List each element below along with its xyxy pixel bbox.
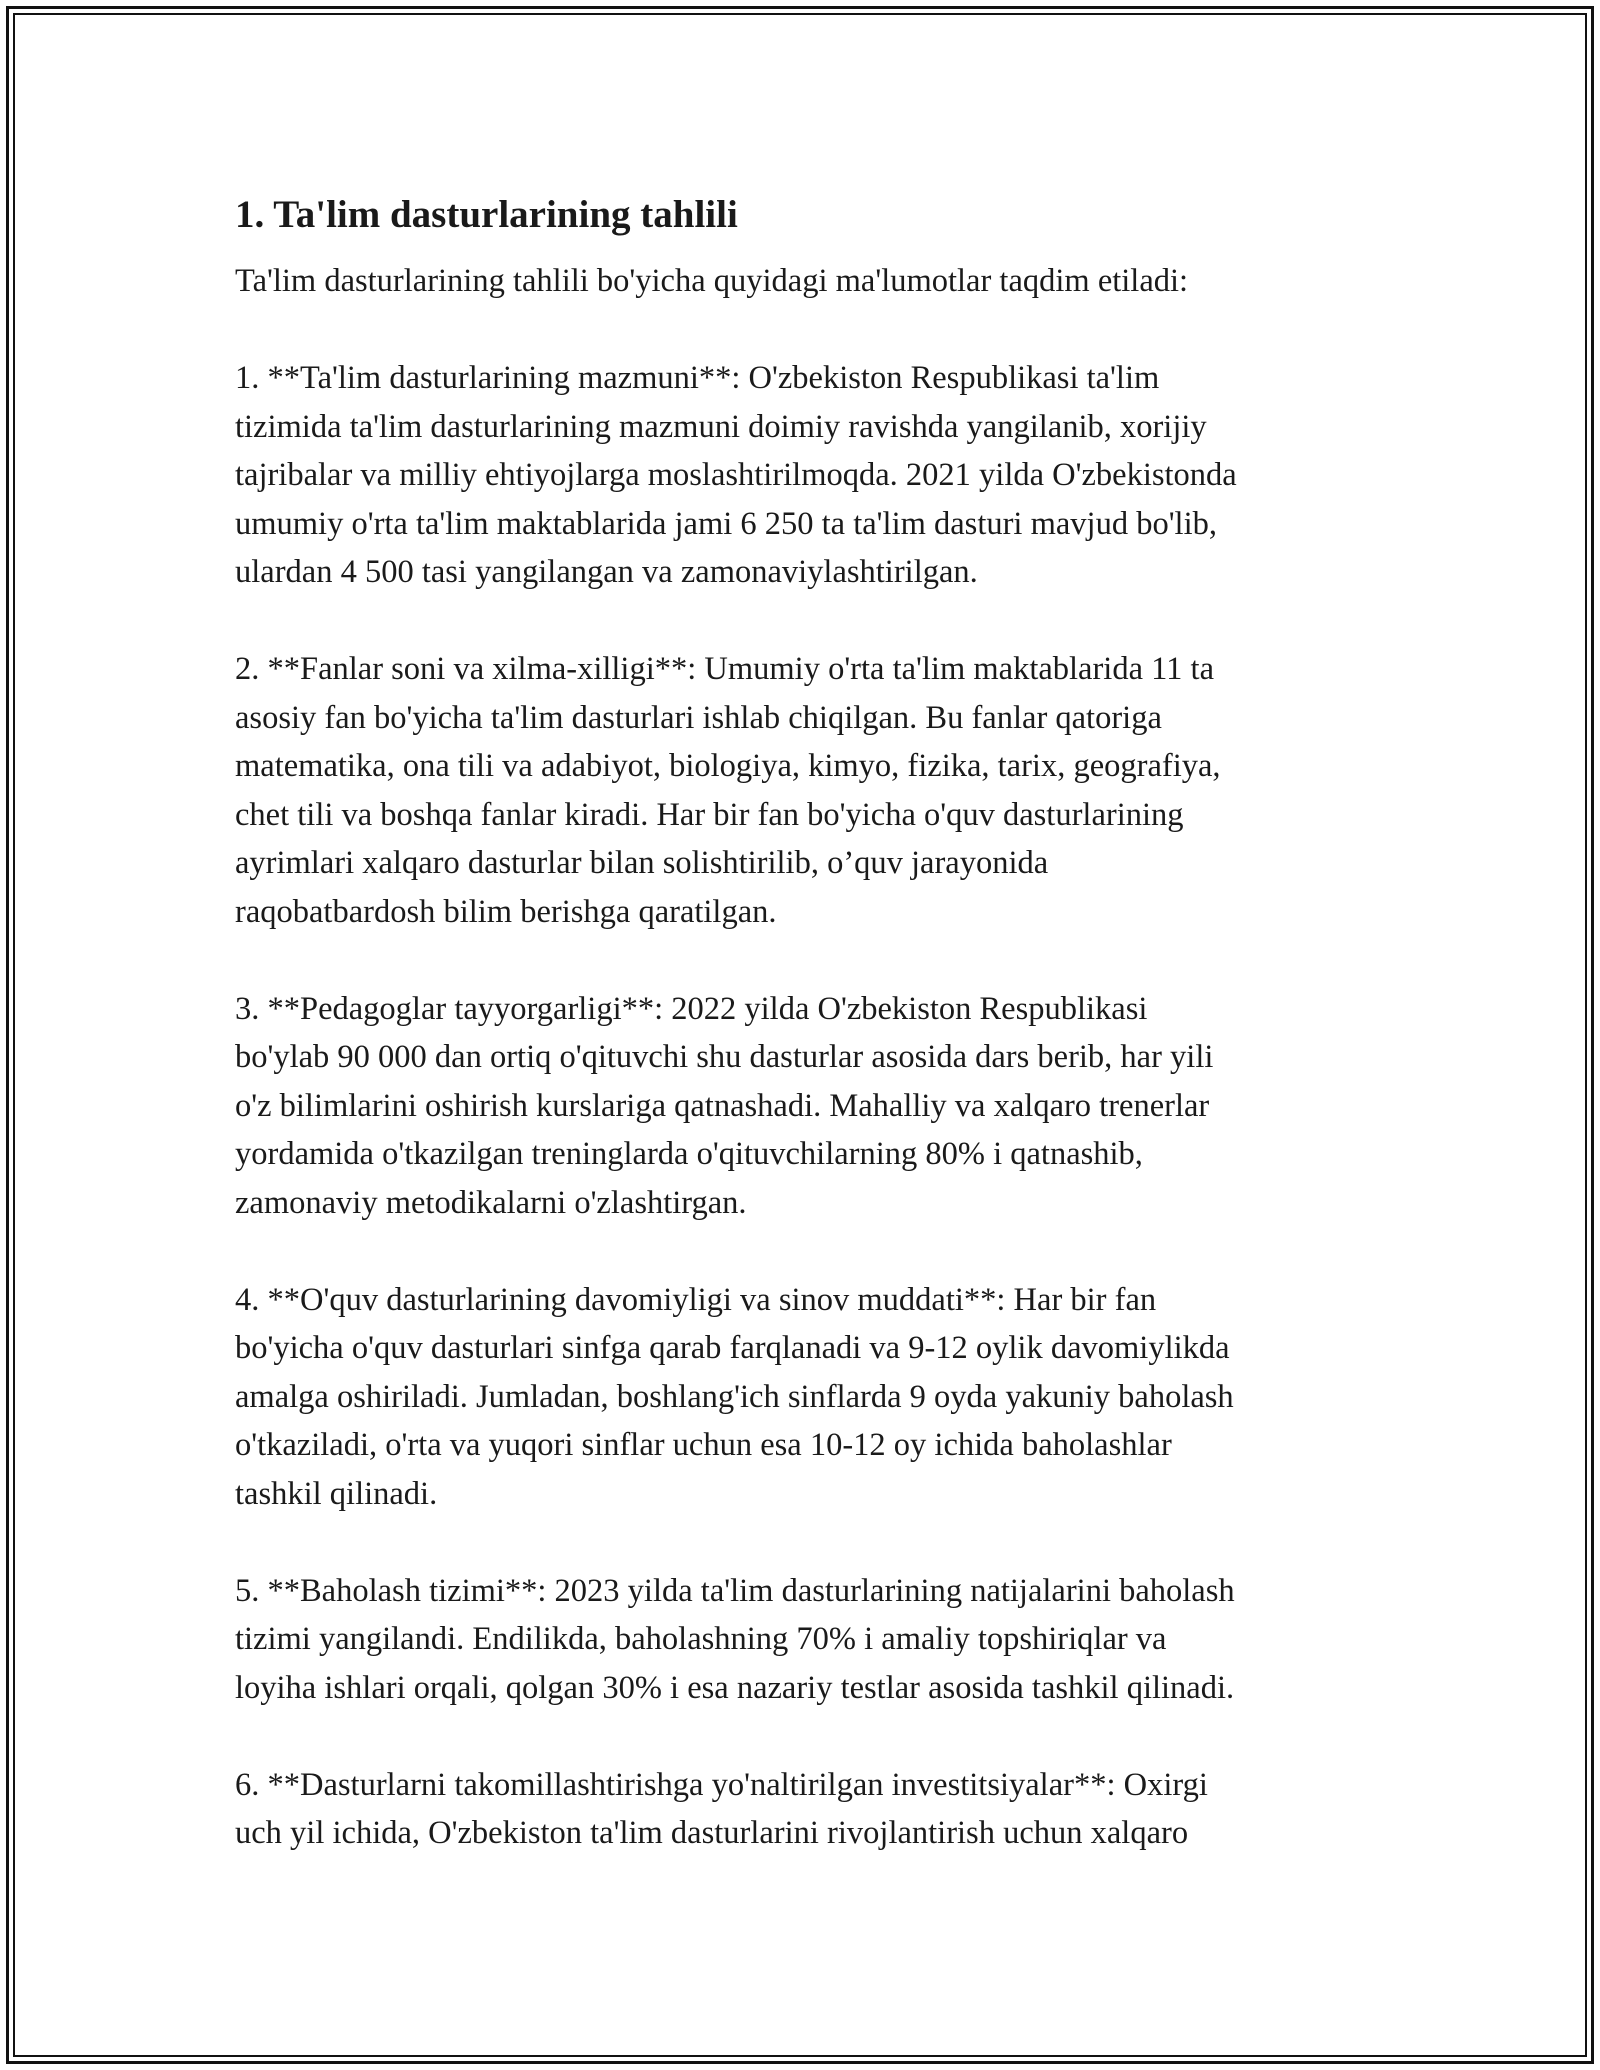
paragraph-2: 2. **Fanlar soni va xilma-xilligi**: Umumiy o'rta ta'lim maktablarida 11 ta asosiy fan bo'yicha ta'lim dasturlari ishlab chiqilgan. Bu fanlar qatoriga matematika, ona tili va adabiyot, biologiya, kimyo, fizika, tarix, geografiya, chet tili va boshqa fanlar kiradi. Har bir fan bo'yicha o'quv dasturlarining ayrimlari xalqaro dasturlar bilan solishtirilib, o’quv jarayonida raqobatbardosh bilim berishga qaratilgan. [235, 651, 1221, 930]
paragraph-1: 1. **Ta'lim dasturlarining mazmuni**: O'zbekiston Respublikasi ta'lim tizimida ta'lim dasturlarining mazmuni doimiy ravishda yangilanib, xorijiy tajribalar va milliy ehtiyojlarga moslashtirilmoqda. 2021 yilda O'zbekistonda umumiy o'rta ta'lim maktablarida jami 6 250 ta ta'lim dasturi mavjud bo'lib, ulardan 4 500 tasi yangilangan va zamonaviylashtirilgan. [235, 360, 1237, 590]
document-body [235, 185, 1375, 1906]
intro-paragraph: Ta'lim dasturlarining tahlili bo'yicha quyidagi ma'lumotlar taqdim etiladi: [235, 263, 1189, 299]
paragraph-4: 4. **O'quv dasturlarining davomiyligi va sinov muddati**: Har bir fan bo'yicha o'quv dasturlari sinfga qarab farqlanadi va 9-12 oylik davomiylikda amalga oshiriladi. Jumladan, boshlang'ich sinflarda 9 oyda yakuniy baholash o'tkaziladi, o'rta va yuqori sinflar uchun esa 10-12 oy ichida baholashlar tashkil qilinadi. [235, 1281, 1234, 1512]
paragraph-3: 3. **Pedagoglar tayyorgarligi**: 2022 yilda O'zbekiston Respublikasi bo'ylab 90 000 dan ortiq o'qituvchi shu dasturlar asosida dars berib, har yili o'z bilimlarini oshirish kurslariga qatnashadi. Mahalliy va xalqaro trenerlar yordamida o'tkazilgan treninglarda o'qituvchilarning 80% i qatnashib, zamonaviy metodikalarni o'zlashtirgan. [235, 990, 1214, 1221]
section-heading: 1. Ta'lim dasturlarining tahlili [235, 193, 738, 236]
paragraph-5: 5. **Baholash tizimi**: 2023 yilda ta'lim dasturlarining natijalarini baholash tizimi yangilandi. Endilikda, baholashning 70% i amaliy topshiriqlar va loyiha ishlari orqali, qolgan 30% i esa nazariy testlar asosida tashkil qilinadi. [235, 1572, 1235, 1706]
paragraph-6: 6. **Dasturlarni takomillashtirishga yo'naltirilgan investitsiyalar**: Oxirgi uch yil ichida, O'zbekiston ta'lim dasturlarini rivojlantirish uchun xalqaro [235, 1766, 1208, 1851]
